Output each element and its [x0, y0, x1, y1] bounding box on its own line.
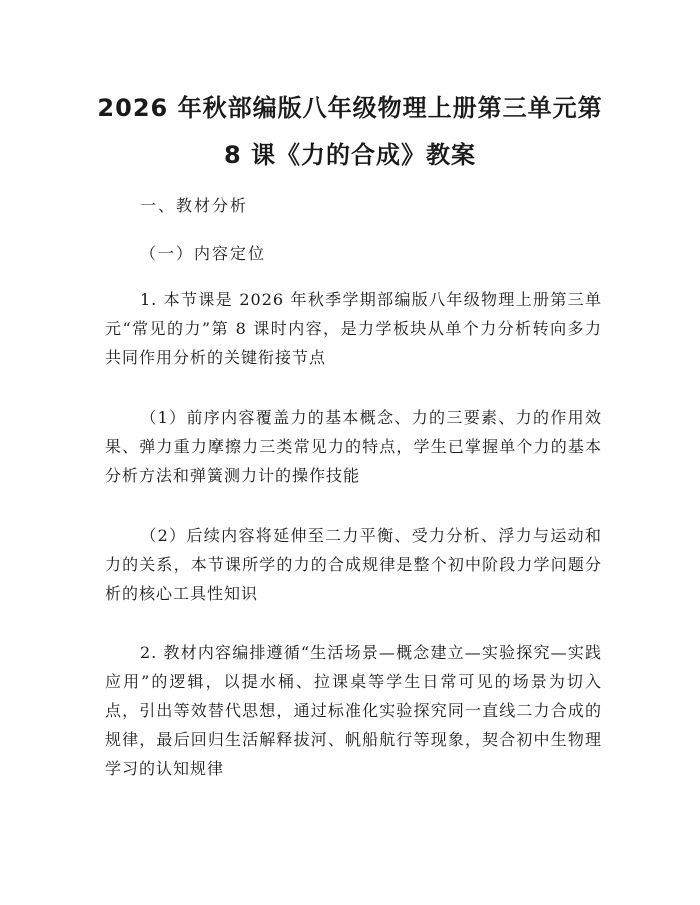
paragraph [105, 638, 602, 783]
document-title-line-1: 2026 年秋部编版八年级物理上册第三单元第 [97, 94, 603, 122]
section-heading: 一、教材分析 [140, 196, 249, 215]
paragraph [105, 521, 602, 608]
document-title-line-2: 8 课《力的合成》教案 [223, 141, 477, 169]
subsection-heading: （一）内容定位 [140, 244, 267, 263]
paragraph [105, 403, 602, 490]
paragraph-text: 1. 本节课是 2026 年秋季学期部编版八年级物理上册第三单元“常见的力”第 8 课时内容，是力学板块从单个力分析转向多力共同作用分析的关键衔接节点 [105, 290, 602, 367]
paragraph-text: 2. 教材内容编排遵循“生活场景—概念建立—实验探究—实践应用”的逻辑，以提水桶、拉课桌等学生日常可见的场景为切入点，引出等效替代思想，通过标准化实验探究同一直线二力合成的规律，最后回归生活解释拔河、帆船航行等现象，契合初中生物理学习的认知规律 [105, 643, 602, 778]
paragraph [105, 285, 602, 372]
paragraph-text: （2）后续内容将延伸至二力平衡、受力分析、浮力与运动和力的关系，本节课所学的力的合成规律是整个初中阶段力学问题分析的核心工具性知识 [105, 526, 602, 603]
paragraph-text: （1）前序内容覆盖力的基本概念、力的三要素、力的作用效果、弹力重力摩擦力三类常见力的特点，学生已掌握单个力的基本分析方法和弹簧测力计的操作技能 [105, 408, 602, 485]
